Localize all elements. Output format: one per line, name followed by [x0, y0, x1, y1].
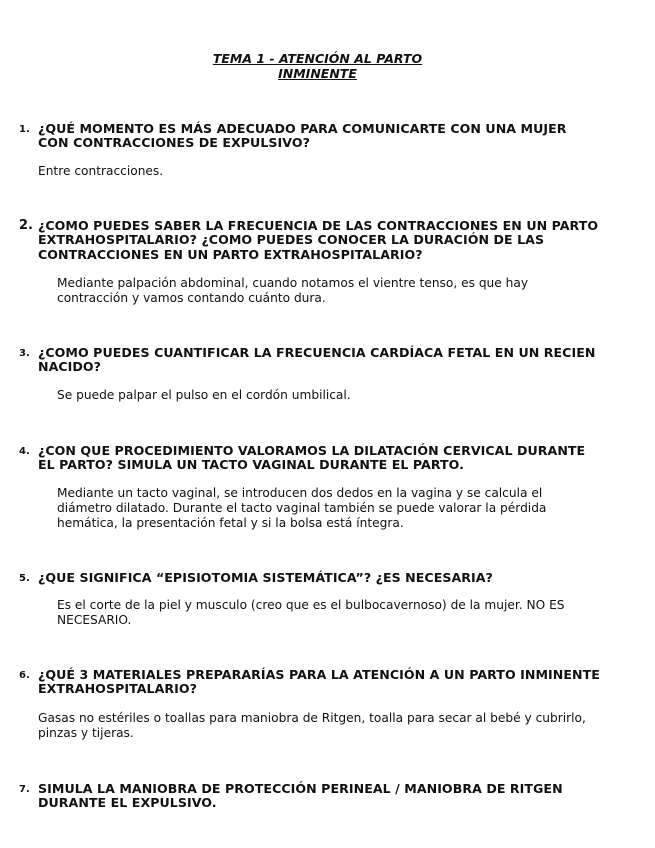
document-title-continued: INMINENTE — [278, 66, 357, 81]
answer-text: Entre contracciones. — [38, 164, 164, 178]
question-number: 2. — [19, 218, 33, 233]
question-text: ¿CON QUE PROCEDIMIENTO VALORAMOS LA DILATACIÓN CERVICAL DURANTE EL PARTO? SIMULA UN TACTO VAGINAL DURANTE EL PARTO. — [38, 443, 586, 473]
question-text: ¿QUÉ 3 MATERIALES PREPARARÍAS PARA LA ATENCIÓN A UN PARTO INMINENTE EXTRAHOSPITALARIO? — [38, 667, 600, 697]
question-number: 4. — [19, 446, 30, 457]
answer-text: Gasas no estériles o toallas para maniobra de Ritgen, toalla para secar al bebé y cubrirlo, pinzas y tijeras. — [38, 711, 586, 740]
answer-text: Mediante un tacto vaginal, se introducen dos dedos en la vagina y se calcula el diámetro dilatado. Durante el tacto vaginal también se puede valorar la pérdida hemática, la presentación fetal y si la bolsa está íntegra. — [57, 486, 547, 530]
question-number: 7. — [19, 784, 30, 795]
question-text: SIMULA LA MANIOBRA DE PROTECCIÓN PERINEAL / MANIOBRA DE RITGEN DURANTE EL EXPULSIVO. — [38, 781, 563, 811]
question-text: ¿COMO PUEDES CUANTIFICAR LA FRECUENCIA CARDÍACA FETAL EN UN RECIEN NACIDO? — [38, 345, 596, 375]
question-number: 6. — [19, 670, 30, 681]
question-number: 1. — [19, 124, 30, 135]
question-number: 5. — [19, 573, 30, 584]
question-text: ¿QUE SIGNIFICA “EPISIOTOMIA SISTEMÁTICA”? ¿ES NECESARIA? — [38, 570, 493, 585]
answer-text: Es el corte de la piel y musculo (creo que es el bulbocavernoso) de la mujer. NO ES NECESARIO. — [57, 598, 565, 627]
question-number: 3. — [19, 348, 30, 359]
question-text: ¿QUÉ MOMENTO ES MÁS ADECUADO PARA COMUNICARTE CON UNA MUJER CON CONTRACCIONES DE EXPULSIVO? — [38, 121, 567, 151]
answer-text: Se puede palpar el pulso en el cordón umbilical. — [57, 388, 351, 402]
document-title: TEMA 1 - ATENCIÓN AL PARTO — [212, 51, 423, 66]
answer-text: Mediante palpación abdominal, cuando notamos el vientre tenso, es que hay contracción y vamos contando cuánto dura. — [57, 276, 529, 305]
question-text: ¿COMO PUEDES SABER LA FRECUENCIA DE LAS CONTRACCIONES EN UN PARTO EXTRAHOSPITALARIO? ¿COMO PUEDES CONOCER LA DURACIÓN DE LAS CONTRACCIONES EN UN PARTO EXTRAHOSPITALARIO? — [38, 218, 599, 262]
